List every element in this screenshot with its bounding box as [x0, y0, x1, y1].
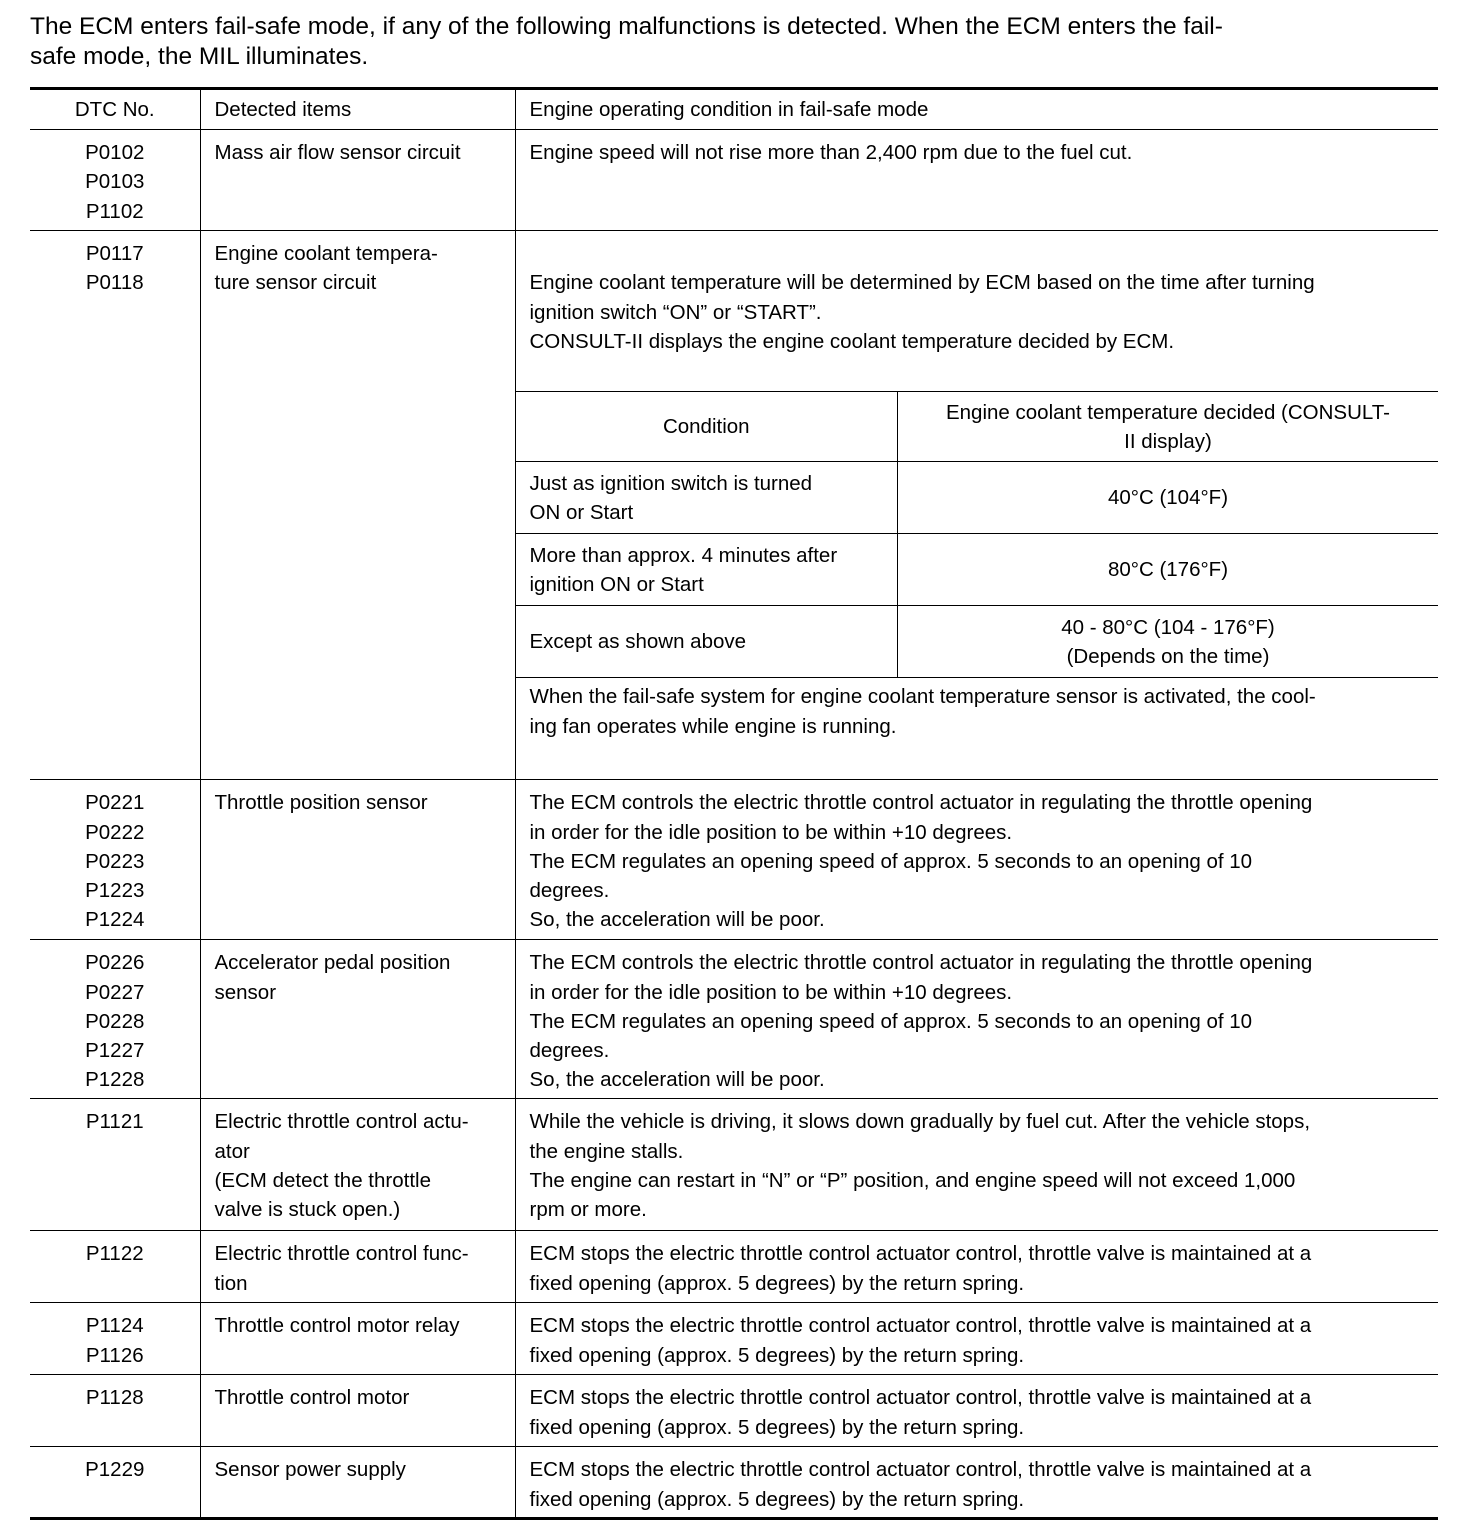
condition-cell: The ECM controls the electric throttle control actuator in regulating the throttle opening in order for the idle position to be within +10 degrees. The ECM regulates an opening speed of approx. 5 seconds to an opening of 10 degrees. So, the acceleration will be poor.: [515, 780, 1438, 940]
condition-cell: ECM stops the electric throttle control actuator control, throttle valve is maintained at a fixed opening (approx. 5 degrees) by the return spring.: [515, 1375, 1438, 1447]
coolant-temperature-subtable: [516, 391, 1439, 750]
table-row: [30, 130, 1438, 231]
condition-cell: ECM stops the electric throttle control actuator control, throttle valve is maintained at a fixed opening (approx. 5 degrees) by the return spring.: [515, 1303, 1438, 1375]
table-row: [30, 940, 1438, 1099]
dtc-cell: P1122: [30, 1231, 200, 1303]
fail-safe-table: [30, 87, 1438, 1520]
table-row: [30, 1303, 1438, 1375]
detected-item-cell: Throttle control motor: [200, 1375, 515, 1447]
detected-item-cell: Electric throttle control actu- ator (ECM detect the throttle valve is stuck open.): [200, 1099, 515, 1231]
detected-item-cell: Engine coolant tempera- ture sensor circuit: [200, 231, 515, 780]
subtable-header-temperature: Engine coolant temperature decided (CONSULT- II display): [898, 392, 1439, 462]
detected-item-cell: Throttle position sensor: [200, 780, 515, 940]
detected-item-cell: Throttle control motor relay: [200, 1303, 515, 1375]
subtable-condition: More than approx. 4 minutes after ignition ON or Start: [516, 534, 898, 606]
table-row: [30, 1375, 1438, 1447]
subtable-condition: Except as shown above: [516, 606, 898, 678]
subtable-header-condition: Condition: [516, 392, 898, 462]
dtc-cell: P0102 P0103 P1102: [30, 130, 200, 231]
condition-cell: ECM stops the electric throttle control actuator control, throttle valve is maintained at a fixed opening (approx. 5 degrees) by the return spring.: [515, 1447, 1438, 1519]
header-condition: Engine operating condition in fail-safe mode: [515, 89, 1438, 130]
condition-cell: [515, 231, 1438, 780]
subtable-note-row: [516, 678, 1439, 750]
subtable-temperature: 40 - 80°C (104 - 176°F) (Depends on the time): [898, 606, 1439, 678]
dtc-cell: P0226 P0227 P0228 P1227 P1228: [30, 940, 200, 1099]
table-row: [30, 1099, 1438, 1231]
condition-cell: The ECM controls the electric throttle control actuator in regulating the throttle opening in order for the idle position to be within +10 degrees. The ECM regulates an opening speed of approx. 5 seconds to an opening of 10 degrees. So, the acceleration will be poor.: [515, 940, 1438, 1099]
table-header-row: [30, 89, 1438, 130]
dtc-cell: P1128: [30, 1375, 200, 1447]
detected-item-cell: Sensor power supply: [200, 1447, 515, 1519]
header-dtc: DTC No.: [74, 98, 155, 121]
subtable-row: [516, 462, 1439, 534]
subtable-temperature: 40°C (104°F): [898, 462, 1439, 534]
dtc-cell: P1229: [30, 1447, 200, 1519]
dtc-cell: P0117 P0118: [30, 231, 200, 780]
detected-item-cell: Electric throttle control func- tion: [200, 1231, 515, 1303]
subtable-note: When the fail-safe system for engine coolant temperature sensor is activated, the cool- ing fan operates while engine is running.: [516, 678, 1439, 750]
condition-cell: Engine speed will not rise more than 2,400 rpm due to the fuel cut.: [515, 130, 1438, 231]
subtable-header-row: [516, 392, 1439, 462]
dtc-cell: P0221 P0222 P0223 P1223 P1224: [30, 780, 200, 940]
subtable-row: [516, 606, 1439, 678]
condition-cell: While the vehicle is driving, it slows down gradually by fuel cut. After the vehicle stops, the engine stalls. The engine can restart in “N” or “P” position, and engine speed will not exceed 1,000 rpm or more.: [515, 1099, 1438, 1231]
subtable-temperature: 80°C (176°F): [898, 534, 1439, 606]
table-row: [30, 231, 1438, 780]
table-row: [30, 1447, 1438, 1519]
intro-paragraph: The ECM enters fail-safe mode, if any of the following malfunctions is detected. When the ECM enters the fail- safe mode, the MIL illuminates.: [30, 13, 1223, 70]
detected-item-cell: Accelerator pedal position sensor: [200, 940, 515, 1099]
condition-text: Engine coolant temperature will be determined by ECM based on the time after turning ignition switch “ON” or “START”. CONSULT-II displays the engine coolant temperature decided by ECM.: [529, 271, 1315, 353]
condition-cell: ECM stops the electric throttle control actuator control, throttle valve is maintained at a fixed opening (approx. 5 degrees) by the return spring.: [515, 1231, 1438, 1303]
dtc-cell: P1121: [30, 1099, 200, 1231]
table-row: [30, 1231, 1438, 1303]
dtc-cell: P1124 P1126: [30, 1303, 200, 1375]
subtable-condition: Just as ignition switch is turned ON or Start: [516, 462, 898, 534]
subtable-row: [516, 534, 1439, 606]
table-row: [30, 780, 1438, 940]
header-detected-items: Detected items: [200, 89, 515, 130]
detected-item-cell: Mass air flow sensor circuit: [200, 130, 515, 231]
